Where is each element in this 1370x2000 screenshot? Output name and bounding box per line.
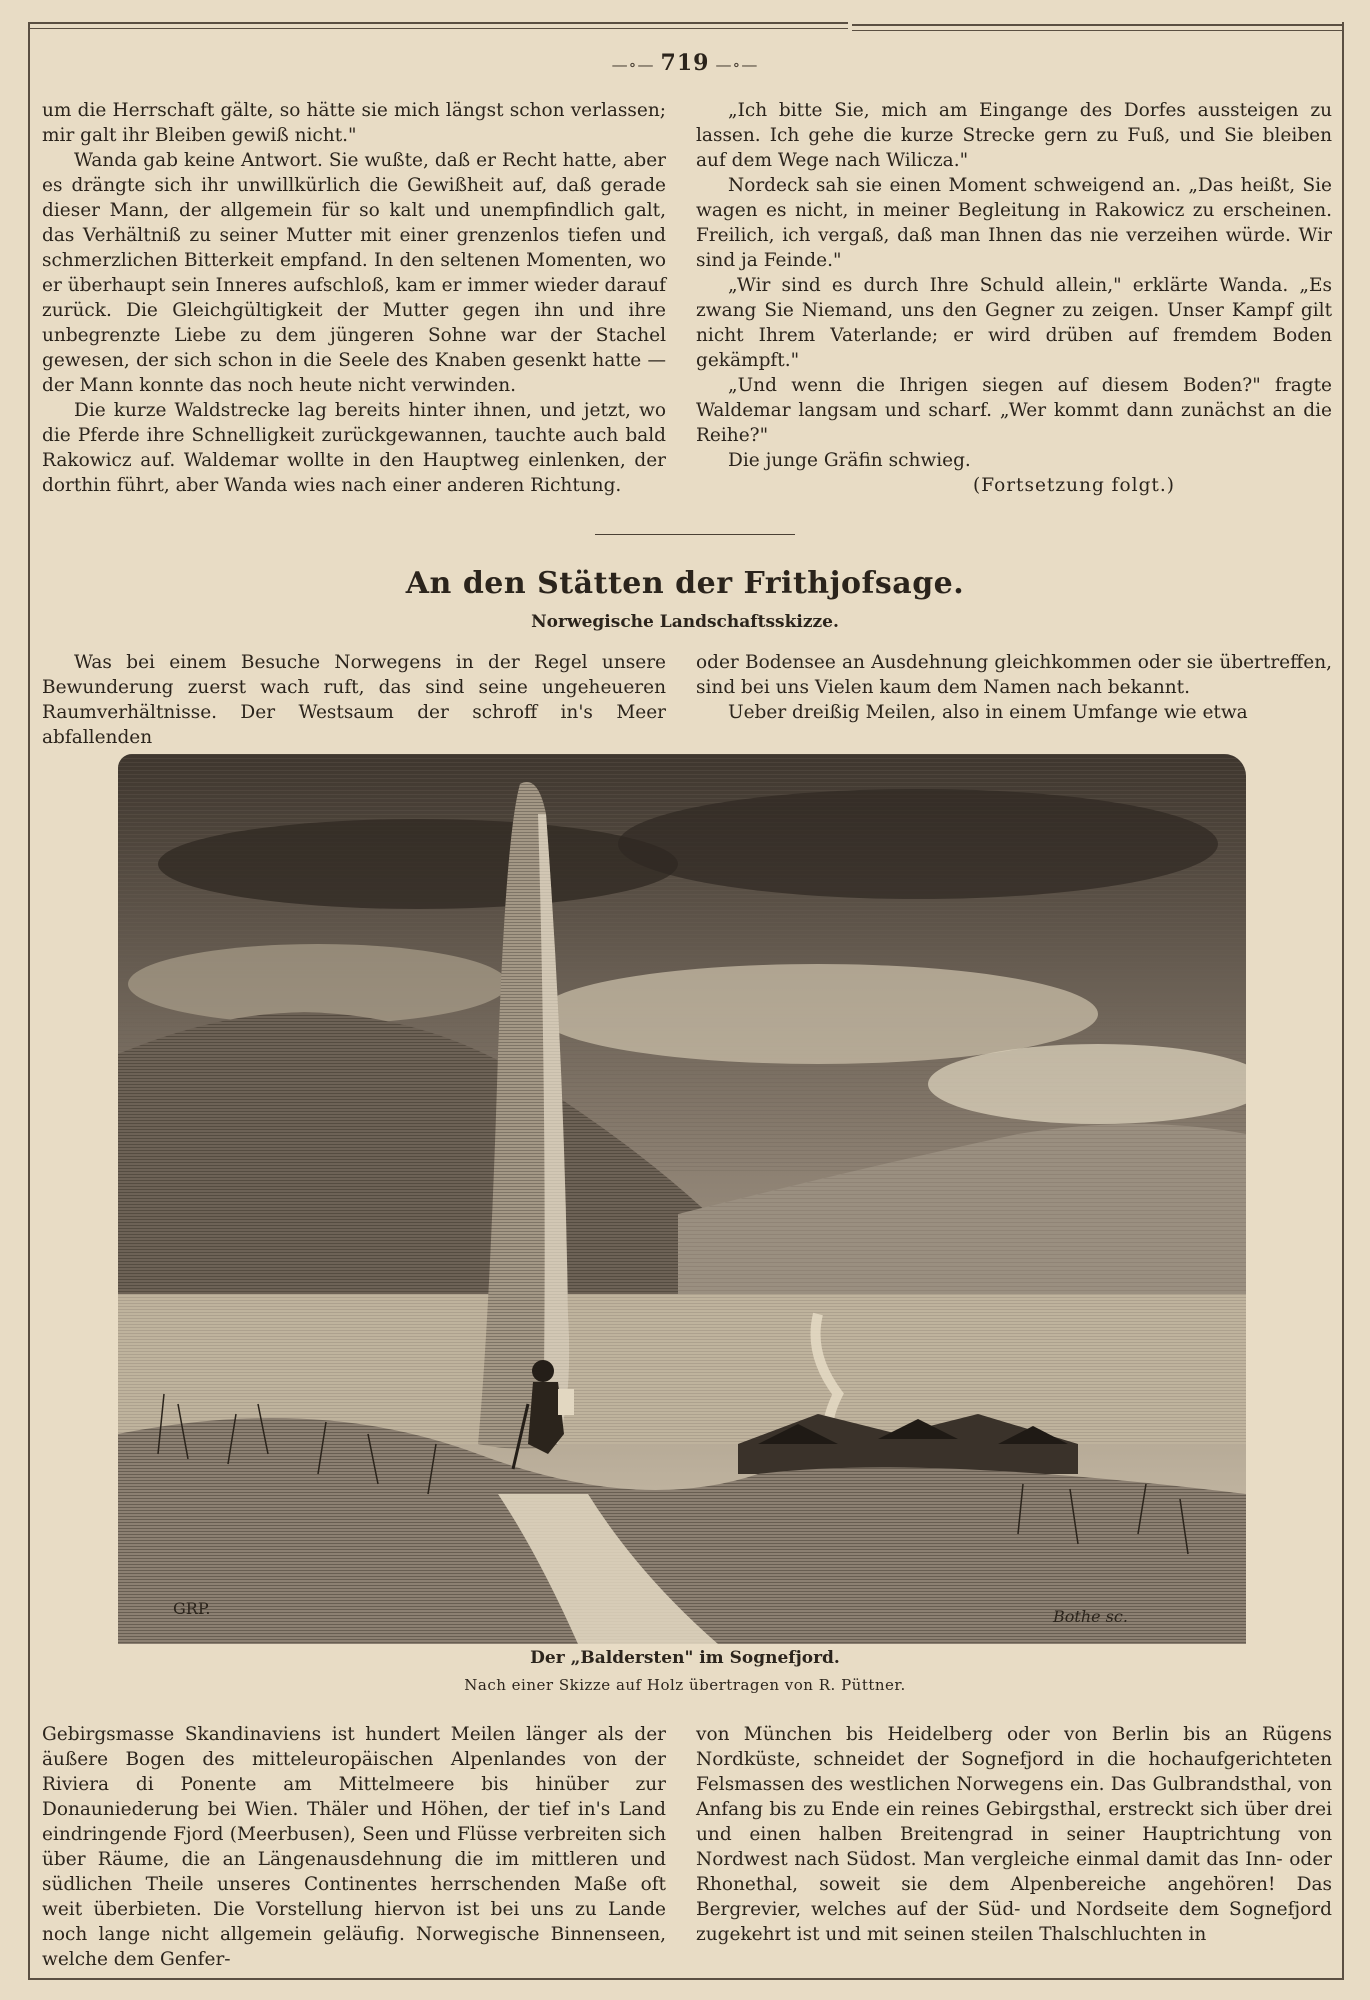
page-border-top-right-2 xyxy=(852,30,1344,31)
page-border-top xyxy=(28,22,848,24)
paragraph: um die Herrschaft gälte, so hätte sie mich längst schon verlassen; mir galt ihr Bleiben gewiß nicht." xyxy=(42,100,666,146)
article-title: An den Stätten der Frithjofsage. xyxy=(405,566,965,601)
page-border-bottom xyxy=(28,1978,1344,1980)
article-subtitle: Norwegische Landschaftsskizze. xyxy=(531,612,839,632)
engraving-signature-left: GRP. xyxy=(173,1599,211,1618)
page-number-text: 719 xyxy=(660,50,710,76)
paragraph: Was bei einem Besuche Norwegens in der Regel unsere Bewunderung zuerst wach ruft, das sind seine ungeheueren Raumverhältnisse. Der Westsaum der schroff in's Meer abfallenden xyxy=(42,652,666,748)
paragraph: „Und wenn die Ihrigen siegen auf diesem Boden?" fragte Waldemar langsam und scharf. „Wer kommt dann zunächst an die Reihe?" xyxy=(696,375,1332,446)
top-right-column xyxy=(696,98,1332,498)
fjord-landscape-engraving xyxy=(118,754,1246,1644)
illustration-credit: Nach einer Skizze auf Holz übertragen von R. Püttner. xyxy=(464,1676,906,1694)
paragraph: Nordeck sah sie einen Moment schweigend an. „Das heißt, Sie wagen es nicht, in meiner Begleitung in Rakowicz zu erscheinen. Freilich, ich vergaß, daß man Ihnen das nie verzeihen würde. Wir sind ja Feinde." xyxy=(696,175,1332,271)
folio-ornament-right: —∘— xyxy=(709,55,759,74)
paragraph: Gebirgsmasse Skandinaviens ist hundert Meilen länger als der äußere Bogen des mitteleuropäischen Alpenlandes von der Riviera di Ponente am Mittelmeere bis hinüber zur Donauniederung bei Wien. Thäler und Höhen, der tief in's Land eindringende Fjord (Meerbusen), Seen und Flüsse verbreiten sich über Räume, die an Längenausdehnung die im mittleren und südlichen Theile unseres Continentes herrschenden Maße oft weit überbieten. Die Vorstellung hiervon ist bei uns zu Lande noch lange nicht allgemein geläufig. Norwegische Binnenseen, welche dem Genfer- xyxy=(42,1724,666,1970)
paragraph: Wanda gab keine Antwort. Sie wußte, daß er Recht hatte, aber es drängte sich ihr unwillkürlich die Gewißheit auf, daß gerade dieser Mann, der allgemein für so kalt und unempfindlich galt, das Verhältniß zu seiner Mutter mit einer grenzenlos tiefen und schmerzlichen Bitterkeit empfand. In den seltenen Momenten, wo er überhaupt sein Inneres aufschloß, kam er immer wieder darauf zurück. Die Gleichgültigkeit der Mutter gegen ihn und ihre unbegrenzte Liebe zu dem jüngeren Sohne war der Stachel gewesen, der sich schon in die Seele des Knaben gesenkt hatte — der Mann konnte das noch heute nicht verwinden. xyxy=(42,150,666,396)
page-number xyxy=(0,50,1370,76)
paragraph: Die junge Gräfin schwieg. xyxy=(728,450,971,471)
bottom-left-column xyxy=(42,1722,666,1972)
page-border-top-right xyxy=(852,24,1344,26)
illustration-caption: Der „Baldersten" im Sognefjord. xyxy=(530,1648,840,1668)
engraving-illustration xyxy=(118,754,1246,1644)
top-left-column xyxy=(42,98,666,498)
paragraph: „Ich bitte Sie, mich am Eingange des Dorfes aussteigen zu lassen. Ich gehe die kurze Strecke gern zu Fuß, und Sie bleiben auf dem Wege nach Wilicza." xyxy=(696,100,1332,171)
engraving-signature-right: Bothe sc. xyxy=(1053,1607,1128,1626)
paragraph: „Wir sind es durch Ihre Schuld allein," erklärte Wanda. „Es zwang Sie Niemand, uns den Gegner zu zeigen. Unser Kampf gilt nicht Ihrem Vaterlande; er wird drüben auf fremdem Boden gekämpft." xyxy=(696,275,1332,371)
page-border-top-2 xyxy=(28,28,848,29)
paragraph: Ueber dreißig Meilen, also in einem Umfange wie etwa xyxy=(728,702,1248,723)
bottom-right-column xyxy=(696,1722,1332,1947)
folio-ornament-left: —∘— xyxy=(611,55,661,74)
paragraph: von München bis Heidelberg oder von Berlin bis an Rügens Nordküste, schneidet der Sognefjord in die hochaufgerichteten Felsmassen des westlichen Norwegens ein. Das Gulbrandsthal, von Anfang bis zu Ende ein reines Gebirgsthal, erstreckt sich über drei und einen halben Breitengrad in seiner Hauptrichtung von Nordwest nach Südost. Man vergleiche einmal damit das Inn- oder Rhonethal, soweit sie dem Alpenbereiche angehören! Das Bergrevier, welches auf der Süd- und Nordseite dem Sognefjord zugekehrt ist und mit seinen steilen Thalschluchten in xyxy=(696,1724,1332,1945)
intro-left-column xyxy=(42,650,666,750)
section-divider xyxy=(595,534,795,535)
intro-right-column xyxy=(696,650,1332,725)
paragraph: oder Bodensee an Ausdehnung gleichkommen oder sie übertreffen, sind bei uns Vielen kaum dem Namen nach bekannt. xyxy=(696,652,1332,698)
continuation-note: (Fortsetzung folgt.) xyxy=(973,475,1175,496)
paragraph: Die kurze Waldstrecke lag bereits hinter ihnen, und jetzt, wo die Pferde ihre Schnelligkeit zurückgewannen, tauchte auch bald Rakowicz auf. Waldemar wollte in den Hauptweg einlenken, der dorthin führt, aber Wanda wies nach einer anderen Richtung. xyxy=(42,400,666,496)
